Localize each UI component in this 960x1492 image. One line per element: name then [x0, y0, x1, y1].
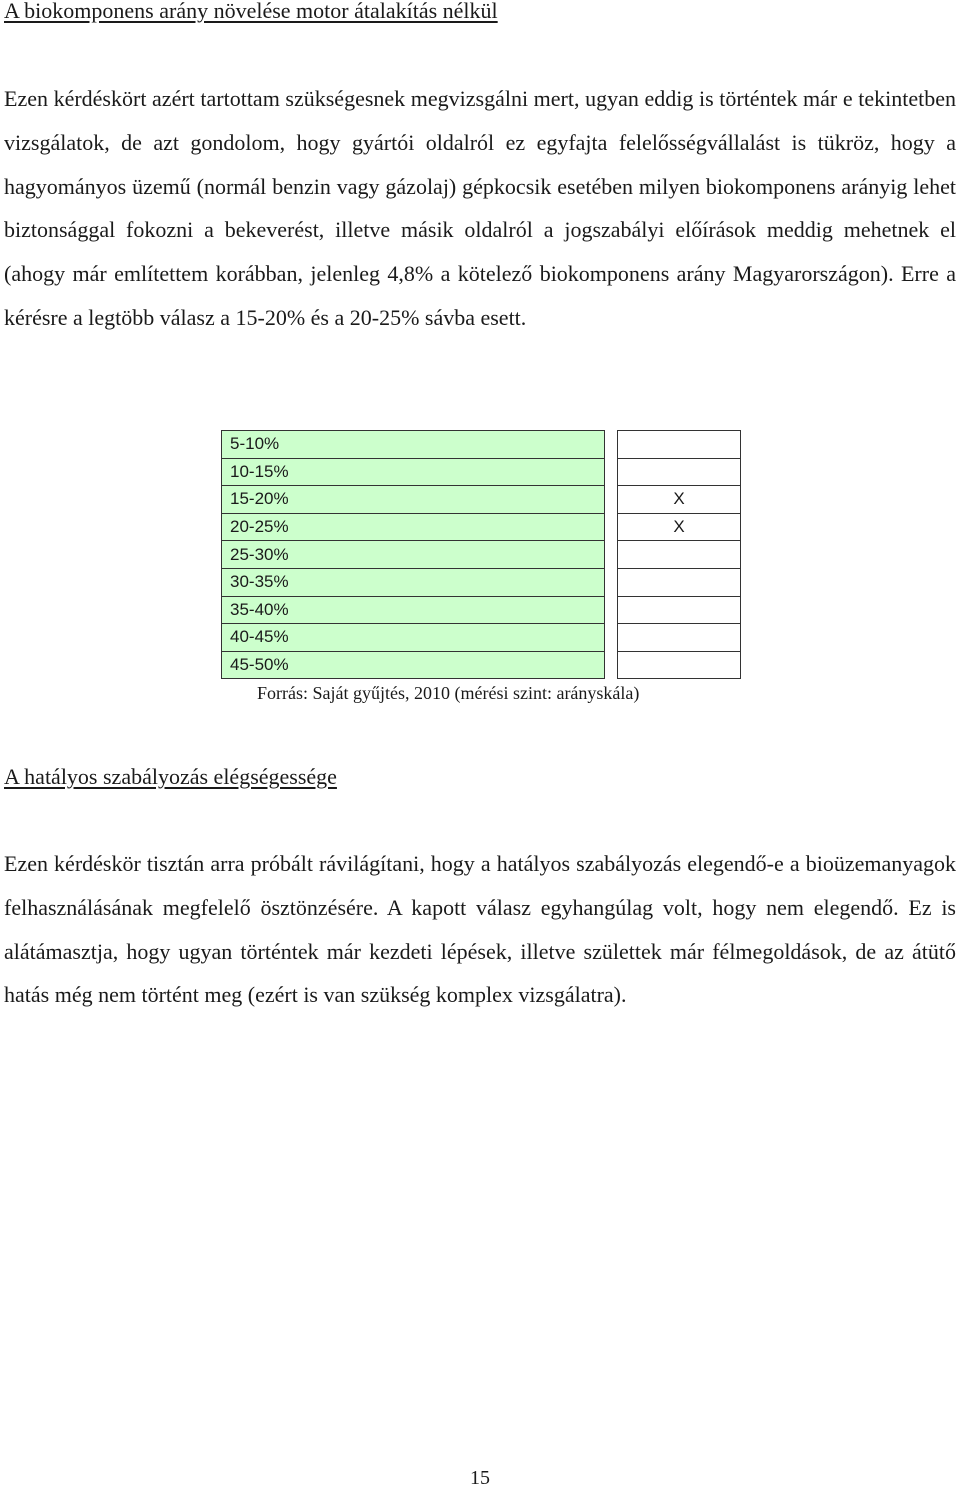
selection-mark-cell: [618, 568, 741, 596]
ratio-range-table: [221, 430, 741, 679]
column-gap: [605, 541, 618, 569]
range-label-cell: 15-20%: [222, 486, 605, 514]
selection-mark-cell: X: [618, 486, 741, 514]
selection-mark-cell: [618, 651, 741, 679]
table-row: [222, 431, 741, 459]
column-gap: [605, 596, 618, 624]
table-row: [222, 541, 741, 569]
selection-mark-cell: X: [618, 513, 741, 541]
range-label-cell: 40-45%: [222, 624, 605, 652]
table-row: [222, 624, 741, 652]
column-gap: [605, 431, 618, 459]
table-row: [222, 458, 741, 486]
range-label-cell: 35-40%: [222, 596, 605, 624]
range-label-cell: 20-25%: [222, 513, 605, 541]
range-label-cell: 25-30%: [222, 541, 605, 569]
column-gap: [605, 651, 618, 679]
section-paragraph-regulation-sufficiency: Ezen kérdéskör tisztán arra próbált rávilágítani, hogy a hatályos szabályozás elegendő-e a bioüzemanyagok felhasználásának megfelelő ösztönzésére. A kapott válasz egyhangúlag volt, hogy nem elegendő. Ez is alátámasztja, hogy ugyan történtek már kezdeti lépések, illetve születtek már félmegoldások, de az átütő hatás még nem történt meg (ezért is van szükség komplex vizsgálatra).: [4, 851, 956, 1008]
table-row: [222, 596, 741, 624]
table-row: [222, 513, 741, 541]
range-label-cell: 45-50%: [222, 651, 605, 679]
column-gap: [605, 513, 618, 541]
column-gap: [605, 486, 618, 514]
selection-mark-cell: [618, 596, 741, 624]
table-row: [222, 568, 741, 596]
range-label-cell: 10-15%: [222, 458, 605, 486]
section-paragraph-biocomponent-ratio: Ezen kérdéskört azért tartottam szükségesnek megvizsgálni mert, ugyan eddig is történtek már e tekintetben vizsgálatok, de azt gondolom, hogy gyártói oldalról ez egyfajta felelősségvállalást is tükröz, hogy a hagyományos üzemű (normál benzin vagy gázolaj) gépkocsik esetében milyen biokomponens arányig lehet biztonsággal fokozni a bekeverést, illetve másik oldalról a jogszabályi előírások meddig mehetnek el (ahogy már említettem korábban, jelenleg 4,8% a kötelező biokomponens arány Magyarországon). Erre a kérésre a legtöbb válasz a 15-20% és a 20-25% sávba esett.: [4, 86, 956, 330]
table-source-caption: Forrás: Saját gyűjtés, 2010 (mérési szint: arányskála): [257, 683, 640, 703]
column-gap: [605, 624, 618, 652]
selection-mark-cell: [618, 431, 741, 459]
selection-mark-cell: [618, 541, 741, 569]
selection-mark-cell: [618, 458, 741, 486]
section-heading-regulation-sufficiency: A hatályos szabályozás elégségessége: [4, 764, 337, 789]
selection-mark-cell: [618, 624, 741, 652]
table-row: [222, 486, 741, 514]
column-gap: [605, 568, 618, 596]
page-number: 15: [470, 1467, 490, 1489]
ratio-range-table-body: [222, 431, 741, 679]
range-label-cell: 5-10%: [222, 431, 605, 459]
column-gap: [605, 458, 618, 486]
table-row: [222, 651, 741, 679]
section-heading-biocomponent-ratio: A biokomponens arány növelése motor átalakítás nélkül: [4, 0, 498, 23]
range-label-cell: 30-35%: [222, 568, 605, 596]
